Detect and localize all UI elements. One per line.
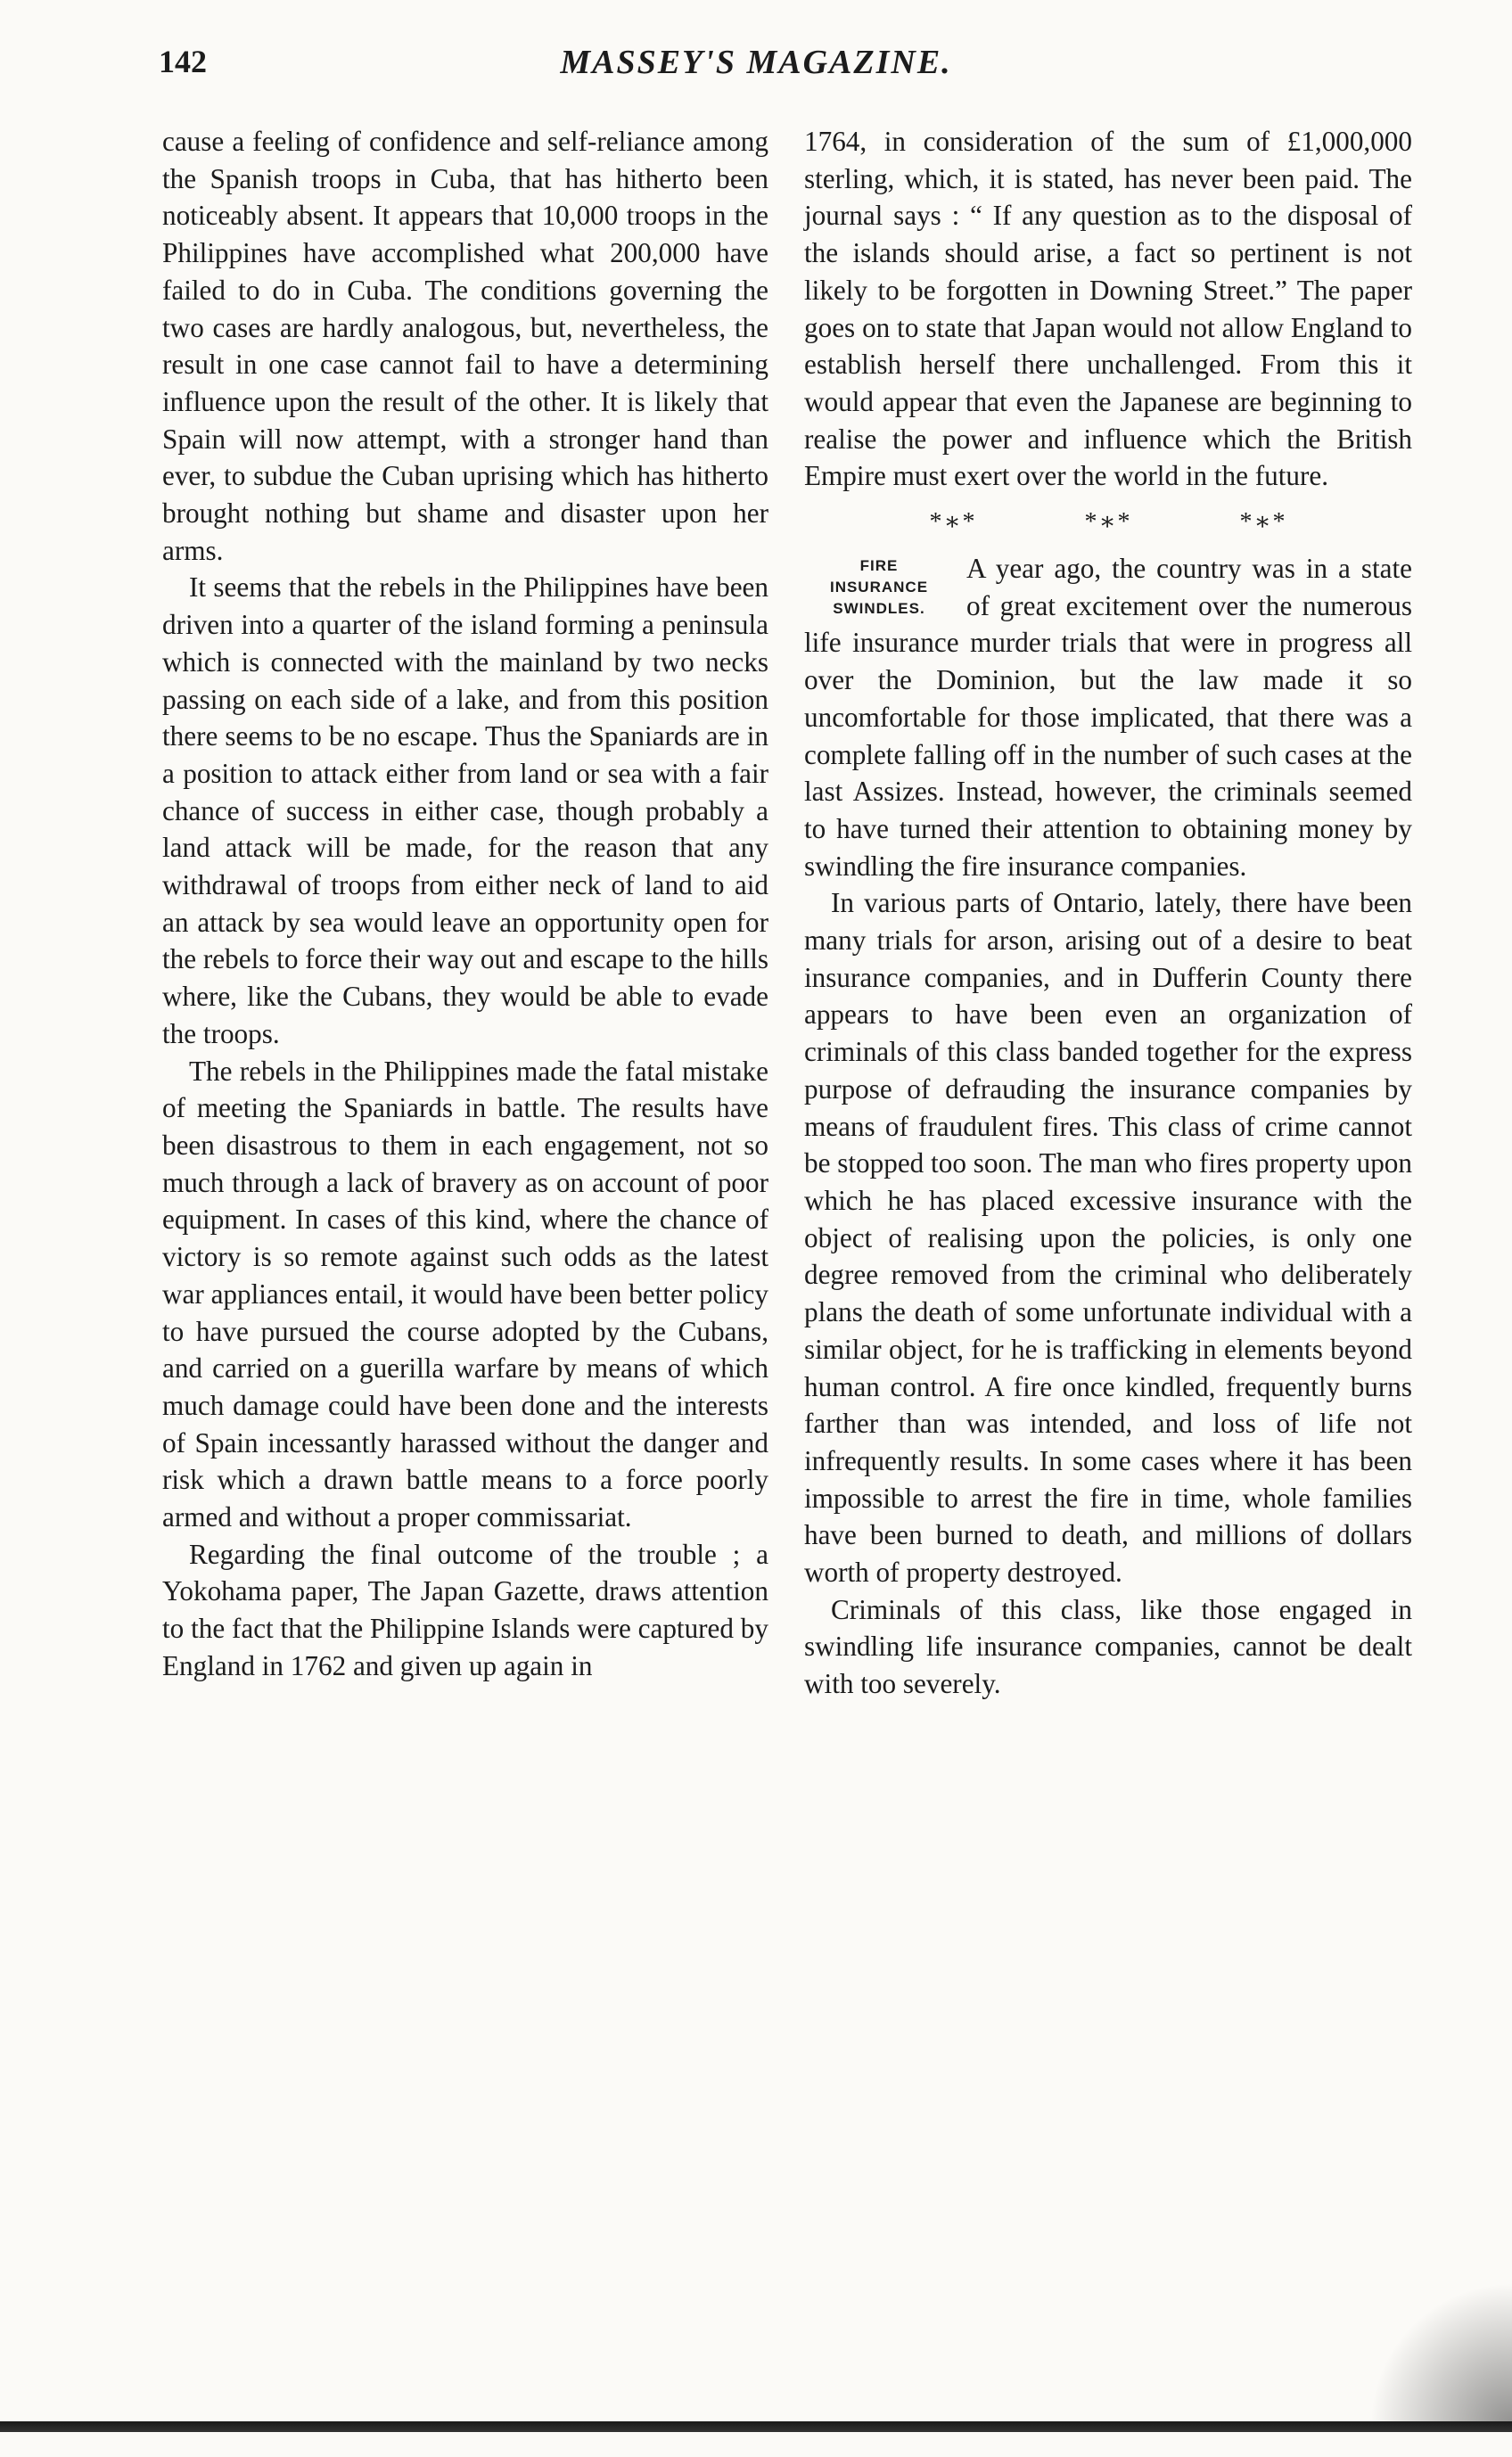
side-heading-line: FIRE xyxy=(859,557,899,575)
left-column xyxy=(162,123,768,1685)
section-separator xyxy=(804,495,1412,550)
paragraph: The rebels in the Philippines made the fatal mistake of meeting the Spaniards in battle. The results have been disastrous to them in each engagement, not so much through a lack of bravery as on account of poor equipment. In cases of this kind, where the chance of victory is so remote against such odds as the latest war appliances entail, it would have been better policy to have pursued the course adopted by the Cubans, and carried on a guerilla warfare by means of which much damage could have been done and the interests of Spain incessantly harassed without the danger and risk which a drawn battle means to a force poorly armed and without a proper commissariat. xyxy=(162,1055,768,1533)
paragraph: It seems that the rebels in the Philippines have been driven into a quarter of the island forming a peninsula which is connected with the mainland by two necks passing on each side of a lake, and from this position there seems to be no escape. Thus the Spaniards are in a position to attack either from land or sea with a fair chance of success in either case, though probably a land attack will be made, for the reason that any withdrawal of troops from either neck of land to aid an attack by sea would leave an opportunity open for the rebels to force their way out and escape to the hills where, like the Cubans, they would be able to evade the troops. xyxy=(162,571,768,1049)
fire-insurance-section xyxy=(804,550,1412,1703)
asterism: *∗* xyxy=(929,508,977,537)
paragraph: A year ago, the country was in a state of great excitement over the numerous life insurance murder trials that were in progress all over the Dominion, but the law made it so uncomfortable for those implicated, that there was a complete falling off in the number of such cases at the last Assizes. Instead, however, the criminals seemed to have turned their attention to obtaining money by swindling the fire insurance companies. xyxy=(804,553,1412,882)
bottom-rule xyxy=(0,2421,1512,2432)
paragraph: cause a feeling of confidence and self-reliance among the Spanish troops in Cuba, that has hitherto been noticeably absent. It appears that 10,000 troops in the Philippines have accomplished what 200,000 have failed to do in Cuba. The conditions governing the two cases are hardly analogous, but, nevertheless, the result in one case cannot fail to have a determining influence upon the result of the other. It is likely that Spain will now attempt, with a stronger hand than ever, to subdue the Cuban uprising which has hitherto brought nothing but shame and disaster upon her arms. xyxy=(162,126,768,566)
page-header xyxy=(0,43,1512,96)
side-heading-line: INSURANCE xyxy=(829,579,929,596)
paragraph: In various parts of Ontario, lately, there have been many trials for arson, arising out of a desire to beat insurance companies, and in Dufferin County there appears to have been even an organization of criminals of this class banded together for the express purpose of defrauding the insurance companies by means of fraudulent fires. This class of crime cannot be stopped too soon. The man who fires property upon which he has placed excessive insurance with the object of realising upon the policies, is only one degree removed from the criminal who deliberately plans the death of some unfortunate individual with a similar object, for he is trafficking in elements beyond human control. A fire once kindled, frequently burns farther than was intended, and loss of life not infrequently results. In some cases where it has been impossible to arrest the fire in time, whole families have been burned to death, and millions of dollars worth of property destroyed. xyxy=(804,887,1412,1589)
side-heading xyxy=(804,550,954,620)
scan-edge-shadow xyxy=(1369,2282,1512,2425)
page-number: 142 xyxy=(159,44,207,79)
paragraph-continued: 1764, in consideration of the sum of £1,000,000 sterling, which, it is stated, has never been paid. The journal says : “ If any question as to the disposal of the islands should arise, a fact so pertinent is not likely to be forgotten in Downing Street.” The paper goes on to state that Japan would not allow England to establish herself there unchallenged. From this it would appear that even the Japanese are beginning to realise the power and influence which the British Empire must exert over the world in the future. xyxy=(804,126,1412,492)
paragraph: Criminals of this class, like those engaged in swindling life insurance companies, cannot be dealt with too severely. xyxy=(804,1593,1412,1700)
asterism: *∗* xyxy=(1084,508,1132,537)
right-column xyxy=(804,123,1412,1703)
asterism: *∗* xyxy=(1239,508,1287,537)
running-title: MASSEY'S MAGAZINE. xyxy=(560,44,952,81)
paragraph: Regarding the final outcome of the trouble ; a Yokohama paper, The Japan Gazette, draws attention to the fact that the Philippine Islands were captured by England in 1762 and given up again in xyxy=(162,1538,768,1681)
side-heading-line: SWINDLES. xyxy=(833,600,925,618)
